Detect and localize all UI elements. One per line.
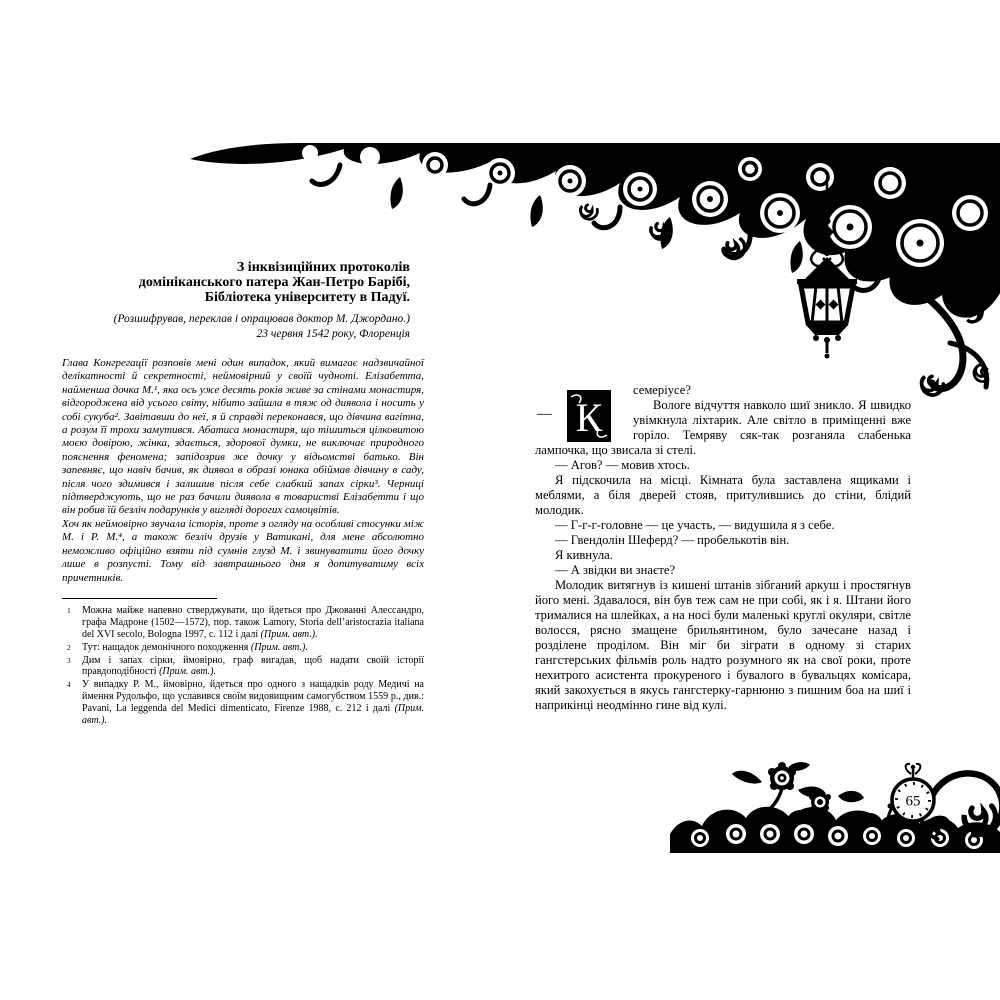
heading-line-2: домініканського патера Жан-Петро Барібі, (138, 275, 410, 290)
narrative-paragraph: Вологе відчуття навколо шиї зникло. Я швидко увімкнула ліхтарик. Але світло в приміщенні вже горіло. Темряву сяк-так розганяла слабенька лампочка, що звисала зі стелі. (535, 398, 911, 457)
heading-line-3: Бібліотека університету в Падуї. (204, 290, 410, 305)
body-paragraph: Хоч як неймовірно звучала історія, проте з огляду на особливі стосунки між М. і Р. М.⁴, а також безліч друзів у Ватикані, для мене абсолютно неможливо офіційно взяти під сумнів глузд М. і звинуватити його дочку лише в розпусті. Тому від завтрашнього дня я допитуватиму всіх причетників. (62, 517, 424, 584)
footnote (62, 655, 424, 679)
footnote-text: Дим і запах сірки, ймовірно, граф вигадав, щоб надати своїй історії правдоподібності (82, 654, 424, 678)
dialogue-line: — Гвендолін Шеферд? — пробелькотів він. (555, 533, 790, 547)
dialogue-line: — Г-г-г-головне — це участь, — видушила я з себе. (555, 518, 835, 532)
drop-cap-block (535, 383, 633, 441)
footnotes (62, 605, 424, 727)
narrative-paragraph: Я підскочила на місці. Кімната була заставлена ящиками і меблями, а біля дверей стояв, притулившись до стіни, блідий молодик. (535, 473, 911, 517)
drop-cap-letter: К (575, 395, 603, 440)
dialogue-line: — А звідки ви знаєте? (555, 563, 676, 577)
dialogue-line: — Агов? — мовив хтось. (555, 458, 690, 472)
chapter-heading (62, 260, 424, 305)
left-page (62, 260, 424, 728)
narrative-paragraph: Молодик витягнув із кишені штанів зібганий аркуш і простягнув його мені. Здавалося, він був теж сам не при собі, як і я. Штани його трималися на шлейках, а на носі були маленькі круглі окуляри, світле волосся, рясно змащене брильянтином, було зачесане назад і розділене проділом. Він міг би зіграти в одному зі старих гангстерських фільмів роль надто розумного як на свої роки, проте нехитрого асистента прокуреного і бувалого в бувальцях комісара, який закохується в якусь гангстерку-гарнюню з пишним боа на шиї і наприкінці неодмінно гине від кулі. (535, 578, 911, 712)
footnote-author-note: (Прим. авт.). (82, 703, 424, 727)
narrative-paragraph: Я кивнула. (555, 548, 613, 562)
footnote-marker: 3 (67, 655, 71, 665)
right-page (535, 383, 911, 713)
footnote (62, 642, 424, 654)
page-number: 65 (905, 793, 921, 810)
footnote-divider (62, 598, 217, 599)
footnote-marker: 1 (67, 605, 71, 615)
protocol-text (62, 357, 424, 585)
footnote-author-note: (Прим. авт.). (260, 628, 318, 640)
footnote-author-note: (Прим. авт.). (159, 666, 217, 678)
heading-subtitle: (Розшифрував, переклав і опрацював доктор М. Джордано.) (113, 313, 410, 325)
footnote-text: Тут: нащадок демонічного походження (82, 641, 251, 653)
footnote-author-note: (Прим. авт.). (250, 641, 308, 653)
footnote-text: У випадку Р. М., ймовірно, йдеться про одного з нащадків роду Медичі на ймення Рудольфо, що уславився своїм видовищним самогубством 1559 р., див.: Pavani, La leggenda del Medici dimenticato, Firenze 1988, с. 212 і далі (82, 679, 424, 715)
body-paragraph: Глава Конгрегації розповів мені один випадок, який вимагає надзвичайної делікатності й секретності, неймовірний у своїй чудноті. Елізабетта, найменша дочка М.¹, яка ось уже десять років живе за стінами монастиря, відгороджена від усього світу, нібито зайшла в тяж од диявола і носить у собі сукуба². Завітавши до неї, я й справді переконався, що дівчина вагітна, а розум її трохи замутився. Абатиса монастиря, що тішиться цілковитою моєю довірою, жінка, здається, здорової думки, не виключає природного пояснення феномена; запідозрив же дочку у відьомстві батько. Він запевняє, що навіч бачив, як диявол в образі юнака обіймав дівчину в саду, після чого здимився і залишив після себе слабкий запах сірки³. Черниці підтверджують, що не раз бачили диявола в товаристві Елізабетти і що він робив їй безліч подарунків у вигляді дорогих самоцвітів. (62, 357, 424, 517)
footnote (62, 679, 424, 727)
bottom-flourish-ornament (670, 762, 1000, 853)
footnote-marker: 4 (67, 680, 71, 690)
drop-cap (567, 390, 611, 442)
dialogue-dash: — (537, 406, 551, 422)
footnote-text: Можна майже напевно стверджувати, що йдеться про Джованні Алессандро, графа Мадроне (1502—1572), пор. також Lamory, Storia dell’aristocrazia italiana del XVI secolo, Bologna 1997, с. 112 і далі (82, 604, 424, 640)
narrative-paragraph: семеріусе? (633, 383, 691, 397)
footnote (62, 605, 424, 641)
heading-dateline: 23 червня 1542 року, Флоренція (256, 328, 410, 340)
footnote-marker: 2 (67, 642, 71, 652)
heading-line-1: З інквізиційних протоколів (236, 260, 410, 275)
leaf-icons (732, 762, 864, 802)
